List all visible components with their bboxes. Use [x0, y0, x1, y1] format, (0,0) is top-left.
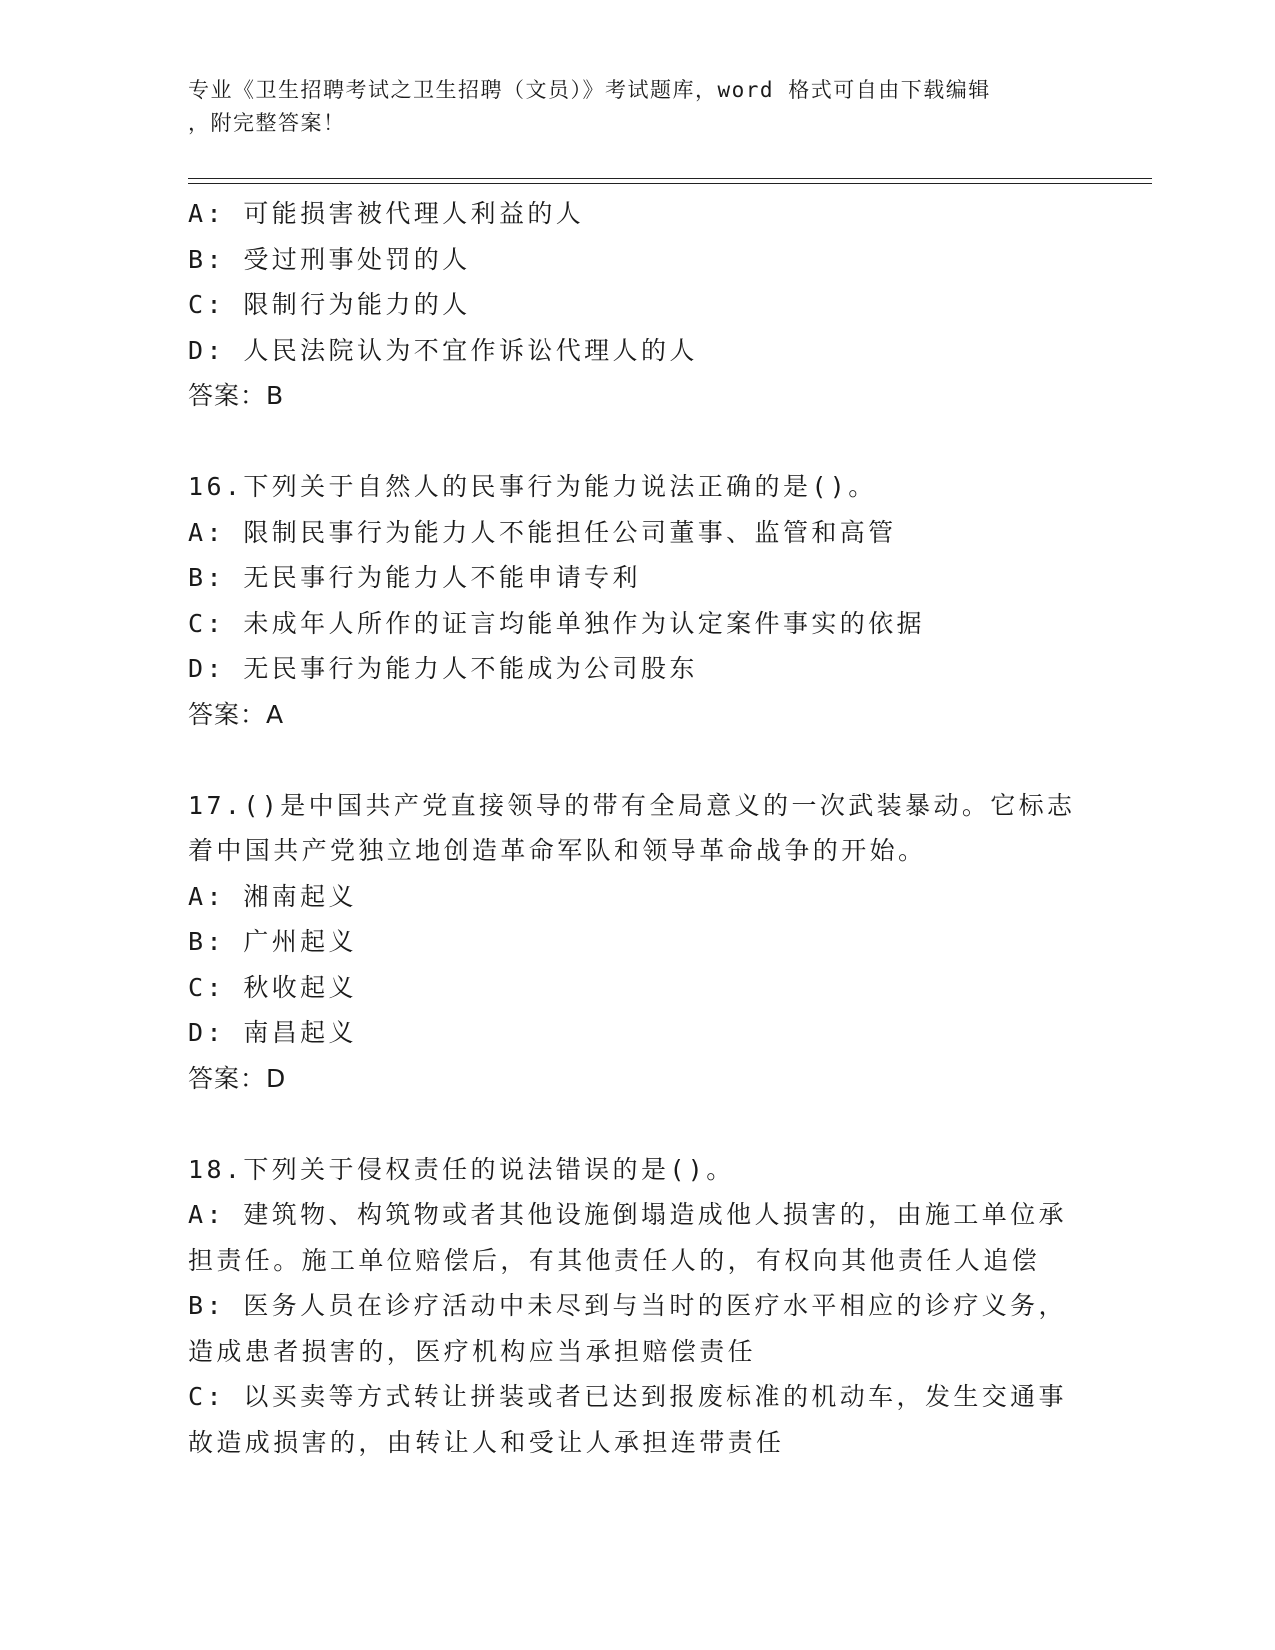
option-a: A: 湘南起义: [188, 881, 357, 911]
option-d: D: 人民法院认为不宜作诉讼代理人的人: [188, 335, 698, 365]
option-b: B: 无民事行为能力人不能申请专利: [188, 563, 641, 592]
option-c: C: 限制行为能力的人: [188, 290, 471, 319]
option-c: C: 未成年人所作的证言均能单独作为认定案件事实的依据: [188, 608, 925, 638]
option-b-line-2: 造成患者损害的，医疗机构应当承担赔偿责任: [188, 1336, 757, 1366]
option-a: A: 可能损害被代理人利益的人: [188, 199, 585, 228]
option-a-line-2: 担责任。施工单位赔偿后，有其他责任人的，有权向其他责任人追偿: [188, 1245, 1041, 1275]
answer-line: 答案：D: [188, 1063, 287, 1093]
question-18: [188, 1147, 1088, 1466]
header-line-1: 专业《卫生招聘考试之卫生招聘（文员）》考试题库，word 格式可自由下载编辑: [188, 78, 991, 102]
question-stem: 18.下列关于侵权责任的说法错误的是()。: [188, 1154, 735, 1184]
header-line-2: ，附完整答案！: [188, 111, 346, 135]
header-rule-bottom: [188, 183, 1152, 184]
option-d: D: 南昌起义: [188, 1018, 357, 1047]
option-a-line-1: A: 建筑物、构筑物或者其他设施倒塌造成他人损害的，由施工单位承: [188, 1200, 1067, 1229]
answer-line: 答案：B: [188, 381, 285, 410]
option-b-line-1: B: 医务人员在诊疗活动中未尽到与当时的医疗水平相应的诊疗义务，: [188, 1291, 1067, 1320]
spacer: [188, 1101, 1088, 1147]
question-17: [188, 783, 1088, 1102]
header-rule-top: [188, 178, 1152, 179]
spacer: [188, 419, 1088, 465]
option-c-line-2: 故造成损害的，由转让人和受让人承担连带责任: [188, 1427, 785, 1457]
document-body: [188, 191, 1088, 1465]
spacer: [188, 737, 1088, 783]
answer-line: 答案：A: [188, 699, 285, 729]
option-a: A: 限制民事行为能力人不能担任公司董事、监管和高管: [188, 517, 897, 547]
option-d: D: 无民事行为能力人不能成为公司股东: [188, 654, 698, 683]
option-c-line-1: C: 以买卖等方式转让拼装或者已达到报废标准的机动车，发生交通事: [188, 1382, 1067, 1411]
question-stem-line-1: 17.()是中国共产党直接领导的带有全局意义的一次武装暴动。它标志: [188, 790, 1076, 820]
option-b: B: 广州起义: [188, 927, 357, 956]
question-stem: 16.下列关于自然人的民事行为能力说法正确的是()。: [188, 472, 877, 501]
option-c: C: 秋收起义: [188, 972, 357, 1002]
question-stem-line-2: 着中国共产党独立地创造革命军队和领导革命战争的开始。: [188, 836, 927, 865]
option-b: B: 受过刑事处罚的人: [188, 244, 471, 274]
question-15: [188, 191, 1088, 419]
document-header: [188, 74, 1068, 140]
question-16: [188, 464, 1088, 737]
